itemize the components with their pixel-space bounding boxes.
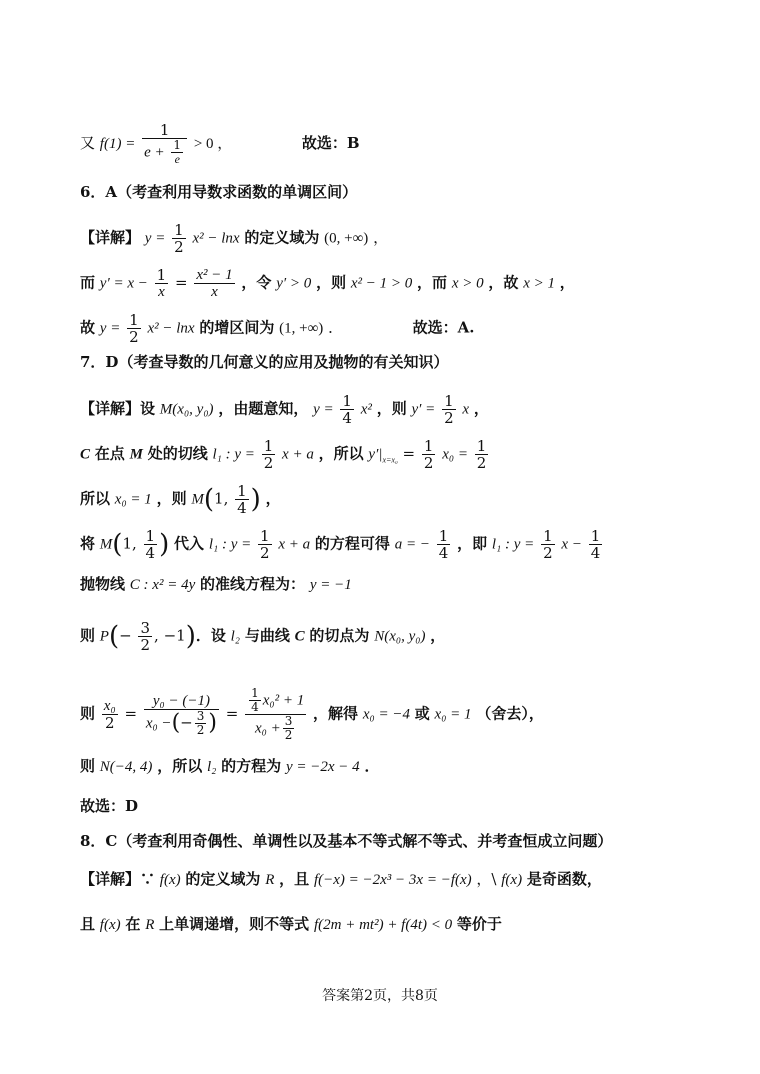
math: N(x₀, y₀) — [374, 628, 426, 645]
line-4 — [80, 267, 575, 300]
line-3 — [80, 222, 388, 255]
text: 且 — [80, 915, 96, 933]
denominator: 2 — [423, 454, 434, 472]
numerator: 1 — [142, 122, 187, 139]
fraction — [235, 483, 249, 516]
fraction — [249, 687, 261, 714]
text: 的定义域为 — [244, 228, 320, 247]
right-paren: ) — [208, 710, 217, 735]
detail-tag: 【详解】∵ — [80, 870, 156, 888]
math: x − — [561, 536, 582, 553]
line-1 — [80, 122, 360, 166]
math: e + — [144, 144, 165, 161]
fraction — [475, 438, 489, 471]
math: l₁ : y = — [491, 536, 535, 553]
math: y = — [99, 320, 121, 337]
page-footer: 答案第2页，共8页 — [322, 988, 438, 1004]
numerator: 1 — [251, 686, 259, 700]
text: ， — [265, 489, 281, 508]
fraction — [437, 528, 451, 561]
fraction — [541, 528, 555, 561]
text: 而 — [80, 273, 96, 292]
text: ． — [328, 318, 344, 337]
denominator: 4 — [590, 544, 601, 562]
math: l₁ : y = — [208, 536, 252, 553]
math: − — [119, 626, 132, 645]
math: P — [99, 628, 109, 645]
math: y = — [313, 401, 334, 418]
math: , −1 — [154, 626, 186, 645]
denominator — [142, 139, 187, 166]
fraction — [195, 710, 207, 737]
math: y = −2x − 4 — [285, 759, 360, 775]
denominator — [144, 710, 219, 737]
right-paren: ) — [250, 484, 261, 515]
left-paren: ( — [171, 710, 181, 735]
math: x₀ + — [254, 720, 281, 737]
problem-7-heading: 7．D（考查导数的几何意义的应用及抛物的有关知识） — [80, 353, 449, 371]
fraction — [589, 528, 603, 561]
text: ，且 — [279, 870, 310, 888]
text: 上单调递增，则不等式 — [159, 915, 310, 933]
math: M — [99, 536, 113, 553]
math: y′| — [368, 446, 383, 463]
text: 在 — [125, 915, 141, 933]
denominator: 4 — [145, 544, 156, 562]
math: N(−4, 4) — [99, 759, 153, 775]
denominator: 2 — [140, 636, 151, 654]
denominator: 2 — [260, 544, 270, 562]
math: (1, +∞) — [279, 320, 324, 337]
math: = — [225, 704, 239, 723]
line-7 — [80, 393, 489, 426]
math: x > 0 — [451, 275, 484, 292]
math: f(x) — [99, 917, 121, 933]
denominator: 4 — [342, 409, 352, 427]
numerator: 1 — [423, 437, 434, 455]
denominator: 2 — [543, 544, 553, 562]
text: ，而 — [417, 273, 448, 292]
fraction — [422, 438, 436, 471]
math: x₀ = 1 — [434, 706, 472, 723]
numerator: 1 — [476, 437, 487, 455]
math: l₁ : y = — [212, 446, 255, 463]
math: f(1) = — [99, 136, 136, 152]
math: y′ = — [411, 401, 436, 418]
numerator: 3 — [284, 714, 293, 728]
fraction — [283, 715, 295, 742]
fraction — [144, 693, 219, 737]
line-17 — [80, 869, 602, 890]
text: 的方程为 — [221, 757, 282, 775]
math: = — [124, 704, 138, 723]
fraction — [245, 687, 306, 742]
numerator: 1 — [543, 527, 553, 545]
fraction — [442, 393, 456, 426]
denominator: x — [158, 284, 165, 300]
math: y = — [144, 230, 166, 247]
denominator: 2 — [196, 722, 205, 737]
numerator: 1 — [444, 392, 454, 410]
math: f(−x) = −2x³ − 3x = −f(x) — [313, 872, 472, 888]
numerator: 1 — [174, 221, 184, 239]
text: 是奇函数， — [526, 870, 602, 888]
numerator: x² − 1 — [196, 267, 233, 283]
text: ，则 — [156, 489, 187, 508]
numerator: 1 — [438, 527, 449, 545]
line-5 — [80, 312, 475, 345]
text: 故 — [80, 318, 96, 337]
math: > 0 ， — [193, 136, 233, 152]
left-paren: ( — [203, 484, 215, 515]
text: 或 — [414, 704, 430, 723]
denominator: 2 — [284, 728, 293, 742]
subscript: x=x₀ — [382, 455, 398, 465]
fraction — [142, 122, 187, 166]
math: f(x) — [501, 872, 523, 888]
text: 在点 — [94, 444, 125, 463]
line-14 — [80, 756, 379, 777]
line-18 — [80, 914, 502, 935]
math: x + a — [282, 446, 314, 463]
numerator: x₀ — [103, 698, 116, 714]
denominator: 2 — [104, 714, 115, 732]
numerator: 1 — [156, 266, 167, 284]
math: 1, — [214, 489, 229, 508]
denominator: 2 — [476, 454, 487, 472]
math: x + a — [278, 536, 311, 553]
math: y′ = x − — [99, 275, 148, 292]
numerator: y₀ − (−1) — [144, 693, 219, 710]
text: 则 — [80, 704, 96, 723]
left-paren: ( — [108, 621, 120, 652]
math: = — [175, 273, 188, 292]
right-paren: ) — [185, 621, 196, 652]
numerator: 1 — [263, 437, 274, 455]
detail-tag: 【详解】设 — [80, 399, 156, 418]
math: x₀ = — [442, 446, 468, 463]
text: （舍去）， — [476, 704, 544, 723]
fraction — [262, 438, 276, 471]
math: x₀ = 1 — [114, 491, 152, 508]
text: 与曲线 — [244, 626, 290, 645]
denominator: x — [211, 284, 218, 300]
denominator: 2 — [129, 328, 139, 346]
math: x₀² + 1 — [262, 692, 305, 709]
text: 代入 — [174, 534, 205, 553]
numerator: 1 — [260, 527, 270, 545]
text: ．设 — [195, 626, 226, 645]
math: x > 1 — [523, 275, 555, 292]
fraction — [138, 620, 152, 653]
numerator — [245, 687, 306, 715]
detail-tag: 【详解】 — [80, 228, 141, 247]
math: M(x₀, y₀) — [159, 401, 214, 418]
text: ， — [373, 228, 389, 247]
math: − — [180, 713, 193, 731]
fraction — [144, 528, 158, 561]
denominator: 2 — [444, 409, 454, 427]
text: 所以 — [80, 489, 111, 508]
text: 等价于 — [456, 915, 502, 933]
math: a = − — [394, 536, 430, 553]
left-paren: ( — [112, 529, 123, 560]
text: ，故 — [488, 273, 519, 292]
text: ，则 — [316, 273, 347, 292]
line-8 — [80, 438, 490, 471]
text: 则 — [80, 626, 96, 645]
text: ， — [430, 626, 446, 645]
math: C — [294, 628, 305, 645]
math: = — [402, 444, 416, 463]
fraction — [127, 312, 141, 345]
numerator: 1 — [129, 311, 139, 329]
text: 则 — [80, 757, 96, 775]
text: 的准线方程为： — [200, 575, 306, 593]
fraction — [340, 393, 354, 426]
line-13 — [80, 687, 544, 742]
right-paren: ) — [159, 529, 170, 560]
math: y = −1 — [309, 577, 352, 593]
line-9 — [80, 483, 281, 516]
denominator: e — [174, 152, 180, 166]
text: ，所以 — [318, 444, 364, 463]
math: x² − lnx — [192, 230, 240, 247]
denominator: 4 — [237, 499, 247, 517]
fraction — [102, 698, 118, 731]
text: ， — [559, 273, 575, 292]
math: x₀ − — [145, 715, 172, 731]
math: R — [265, 872, 275, 888]
text: 的增区间为 — [199, 318, 275, 337]
problem-8-heading: 8．C（考查利用奇偶性、单调性以及基本不等式解不等式、并考查恒成立问题） — [80, 832, 613, 850]
fraction — [172, 222, 186, 255]
text: ． — [364, 757, 380, 775]
fraction — [194, 267, 234, 300]
math: R — [145, 917, 155, 933]
text: 将 — [80, 534, 96, 553]
math: f(2m + mt²) + f(4t) < 0 — [313, 917, 453, 933]
numerator: 1 — [145, 527, 156, 545]
denominator — [245, 715, 306, 742]
denominator: 2 — [174, 238, 184, 256]
answer-choice-7: 故选：D — [80, 797, 139, 815]
text: ，令 — [241, 273, 272, 292]
problem-6-heading: 6．A（考查利用导数求函数的单调区间） — [80, 183, 358, 201]
text: 的方程可得 — [314, 534, 390, 553]
text: ，解得 — [313, 704, 359, 723]
denominator: 4 — [438, 544, 449, 562]
math: l₂ — [207, 759, 217, 775]
text: ，所以 — [157, 757, 203, 775]
math: x² — [360, 401, 372, 418]
fraction — [155, 267, 169, 300]
text: ，由题意知， — [218, 399, 309, 418]
math: x₀ = −4 — [362, 706, 410, 723]
numerator: 1 — [342, 392, 352, 410]
line-12 — [80, 620, 445, 653]
math: x — [462, 401, 470, 418]
line-11 — [80, 574, 352, 595]
numerator: 3 — [196, 708, 205, 723]
answer-choice: 故选：A. — [412, 318, 475, 337]
denominator: 4 — [251, 700, 259, 714]
math: f(x) — [159, 872, 181, 888]
text: 的定义域为 — [185, 870, 261, 888]
math: (0, +∞) — [324, 230, 369, 247]
numerator: 1 — [237, 482, 247, 500]
text: 抛物线 — [80, 575, 126, 593]
line-10 — [80, 528, 604, 561]
text: ，\ — [476, 870, 497, 888]
numerator: 1 — [590, 527, 601, 545]
math: C : x² = 4y — [129, 577, 196, 593]
math: M — [191, 491, 204, 508]
math: x² − lnx — [147, 320, 195, 337]
numerator: 1 — [173, 138, 182, 152]
denominator: 2 — [263, 454, 274, 472]
text: 又 — [80, 134, 96, 152]
math: M — [129, 446, 143, 463]
fraction — [171, 139, 183, 166]
text: 处的切线 — [147, 444, 208, 463]
numerator: 3 — [140, 619, 151, 637]
answer-choice: 故选：B — [301, 134, 360, 152]
text: ，即 — [457, 534, 488, 553]
math: l₂ — [230, 628, 241, 645]
math: y′ > 0 — [276, 275, 312, 292]
text: ，则 — [376, 399, 407, 418]
math: x² − 1 > 0 — [350, 275, 413, 292]
text: ， — [473, 399, 489, 418]
fraction — [258, 528, 272, 561]
math: 1, — [122, 534, 137, 553]
math: C — [80, 446, 91, 463]
text: 的切点为 — [309, 626, 370, 645]
